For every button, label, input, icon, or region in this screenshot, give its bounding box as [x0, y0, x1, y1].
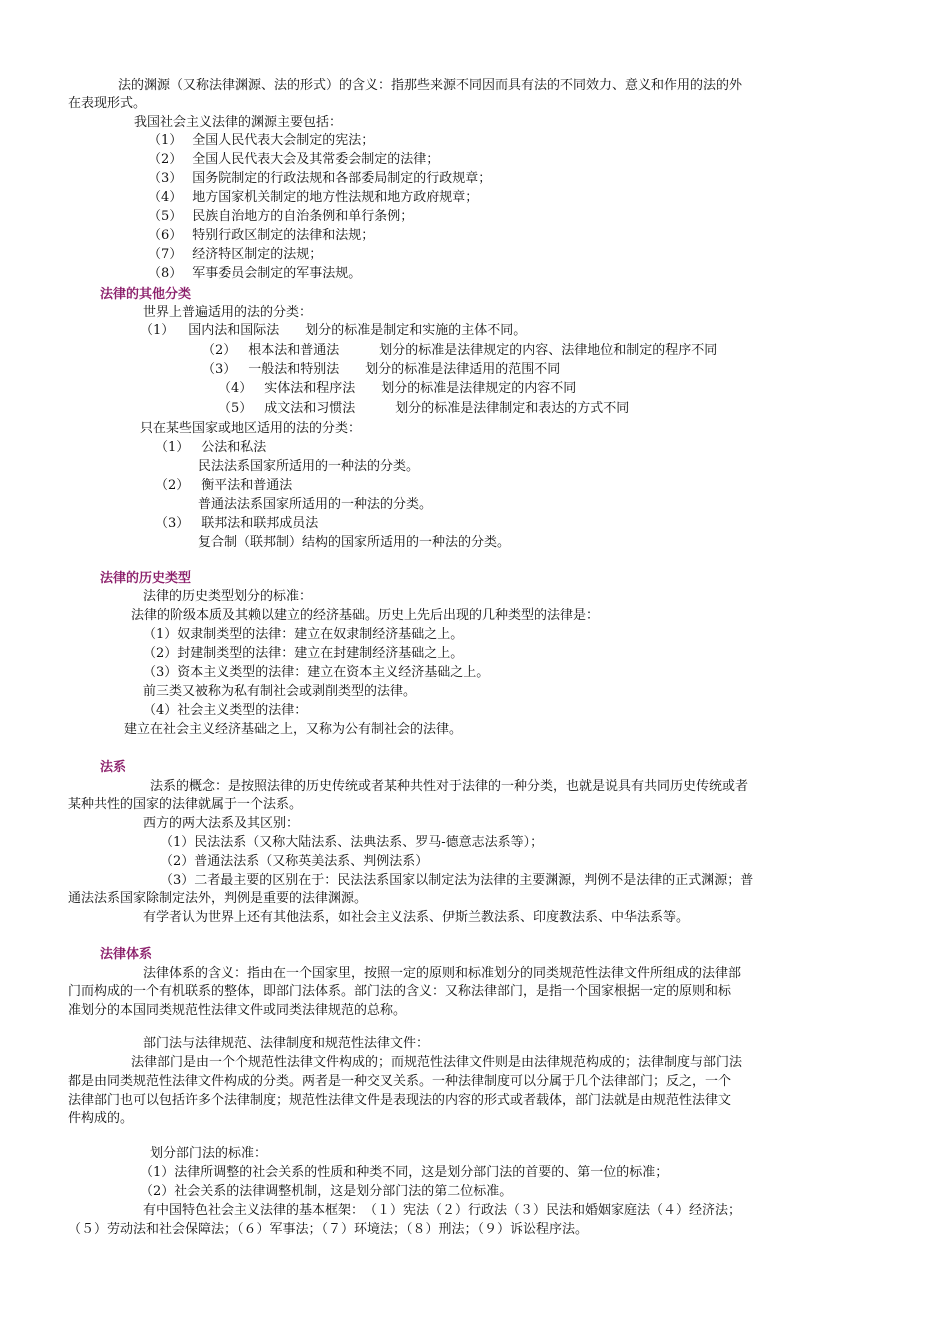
paragraph-line: 法律的阶级本质及其赖以建立的经济基础。历史上先后出现的几种类型的法律是： — [131, 608, 600, 623]
paragraph-line: 门而构成的一个有机联系的整体，即部门法体系。部门法的含义：又称法律部门，是指一个国家根据一定的原则和标 — [68, 984, 732, 999]
list-item: （2）社会关系的法律调整机制，这是划分部门法的第二位标准。 — [140, 1184, 513, 1199]
sources-definition-line2: 在表现形式。 — [68, 96, 147, 111]
list-item: （1）奴隶制类型的法律：建立在奴隶制经济基础之上。 — [143, 627, 464, 642]
heading-legal-family: 法系 — [100, 760, 127, 775]
list-item: （3） 一般法和特别法 划分的标准是法律适用的范围不同 — [202, 362, 561, 377]
list-item: （2） 根本法和普通法 划分的标准是法律规定的内容、法律地位和制定的程序不同 — [202, 343, 718, 358]
paragraph-line: （５）劳动法和社会保障法；（６）军事法；（７）环境法；（８）刑法；（９）诉讼程序法。 — [68, 1222, 589, 1237]
paragraph-line: 都是由同类规范性法律文件构成的分类。两者是一种交叉关系。一种法律制度可以分属于几个法律部门；反之，一个 — [68, 1074, 732, 1089]
paragraph-line: 法律部门是由一个个规范性法律文件构成的；而规范性法律文件则是由法律规范构成的；法律制度与部门法 — [131, 1055, 743, 1070]
list-item-description: 普通法法系国家所适用的一种法的分类。 — [198, 497, 433, 512]
list-item: （3）资本主义类型的法律：建立在资本主义经济基础之上。 — [143, 665, 490, 680]
paragraph-line: 某种共性的国家的法律就属于一个法系。 — [68, 797, 303, 812]
heading-historical-types: 法律的历史类型 — [100, 571, 192, 586]
list-item: （1）民法法系（又称大陆法系、法典法系、罗马-德意志法系等）； — [160, 835, 544, 850]
list-item: （8） 军事委员会制定的军事法规。 — [148, 266, 362, 281]
paragraph-line: 法律的历史类型划分的标准： — [143, 589, 313, 604]
list-item: （7） 经济特区制定的法规； — [148, 247, 323, 262]
list-item: （1） 公法和私法 — [155, 440, 267, 455]
paragraph-line: 件构成的。 — [68, 1111, 134, 1126]
paragraph-line: 划分部门法的标准： — [150, 1146, 268, 1161]
list-item: （4） 实体法和程序法 划分的标准是法律规定的内容不同 — [218, 381, 577, 396]
paragraph-line: 有中国特色社会主义法律的基本框架： （１）宪法（２）行政法（３）民法和婚姻家庭法（４）经济法； — [143, 1203, 742, 1218]
list-item: （3） 联邦法和联邦成员法 — [155, 516, 319, 531]
heading-legal-system: 法律体系 — [100, 947, 153, 962]
sources-intro: 我国社会主义法律的渊源主要包括： — [134, 115, 343, 130]
list-item: （1） 全国人民代表大会制定的宪法； — [148, 133, 375, 148]
list-item-description: 民法法系国家所适用的一种法的分类。 — [198, 459, 420, 474]
paragraph-line: 准划分的本国同类规范性法律文件或同类法律规范的总称。 — [68, 1003, 407, 1018]
heading-other-classifications: 法律的其他分类 — [100, 287, 192, 302]
list-item: （2） 衡平法和普通法 — [155, 478, 293, 493]
list-item: （3）二者最主要的区别在于：民法法系国家以制定法为法律的主要渊源，判例不是法律的正式渊源；普 — [160, 873, 754, 888]
list-item: （1）法律所调整的社会关系的性质和种类不同，这是划分部门法的首要的、第一位的标准； — [140, 1165, 669, 1180]
paragraph-line: 西方的两大法系及其区别： — [143, 816, 300, 831]
list-item: （2） 全国人民代表大会及其常委会制定的法律； — [148, 152, 440, 167]
list-item-description: 复合制（联邦制）结构的国家所适用的一种法的分类。 — [198, 535, 511, 550]
paragraph-line: 有学者认为世界上还有其他法系，如社会主义法系、伊斯兰教法系、印度教法系、中华法系等。 — [143, 910, 690, 925]
list-item: （2）封建制类型的法律：建立在封建制经济基础之上。 — [143, 646, 464, 661]
paragraph-line: 建立在社会主义经济基础之上，又称为公有制社会的法律。 — [124, 722, 463, 737]
paragraph-line: 前三类又被称为私有制社会或剥削类型的法律。 — [143, 684, 417, 699]
sources-definition-line1: 法的渊源（又称法律渊源、法的形式）的含义：指那些来源不同因而具有法的不同效力、意义和作用的法的外 — [118, 78, 743, 93]
regional-classification-intro: 只在某些国家或地区适用的法的分类： — [140, 421, 362, 436]
paragraph-line: 法系的概念：是按照法律的历史传统或者某种共性对于法律的一种分类，也就是说具有共同历史传统或者 — [150, 779, 749, 794]
list-item: （2）普通法法系（又称英美法系、判例法系） — [160, 854, 429, 869]
list-item: （5） 成文法和习惯法 划分的标准是法律制定和表达的方式不同 — [218, 401, 630, 416]
list-item: （1） 国内法和国际法 划分的标准是制定和实施的主体不同。 — [140, 323, 527, 338]
list-item: （6） 特别行政区制定的法律和法规； — [148, 228, 375, 243]
paragraph-line: 部门法与法律规范、法律制度和规范性法律文件： — [143, 1036, 430, 1051]
paragraph-line: 法律体系的含义：指由在一个国家里，按照一定的原则和标准划分的同类规范性法律文件所组成的法律部 — [143, 966, 742, 981]
list-item: （4）社会主义类型的法律： — [143, 703, 308, 718]
paragraph-line: 法律部门也可以包括许多个法律制度；规范性法律文件是表现法的内容的形式或者载体，部门法就是由规范性法律文 — [68, 1093, 732, 1108]
universal-classification-intro: 世界上普遍适用的法的分类： — [143, 305, 313, 320]
list-item: （4） 地方国家机关制定的地方性法规和地方政府规章； — [148, 190, 479, 205]
list-item: （5） 民族自治地方的自治条例和单行条例； — [148, 209, 414, 224]
paragraph-line: 通法法系国家除制定法外，判例是重要的法律渊源。 — [68, 891, 368, 906]
list-item: （3） 国务院制定的行政法规和各部委局制定的行政规章； — [148, 171, 492, 186]
